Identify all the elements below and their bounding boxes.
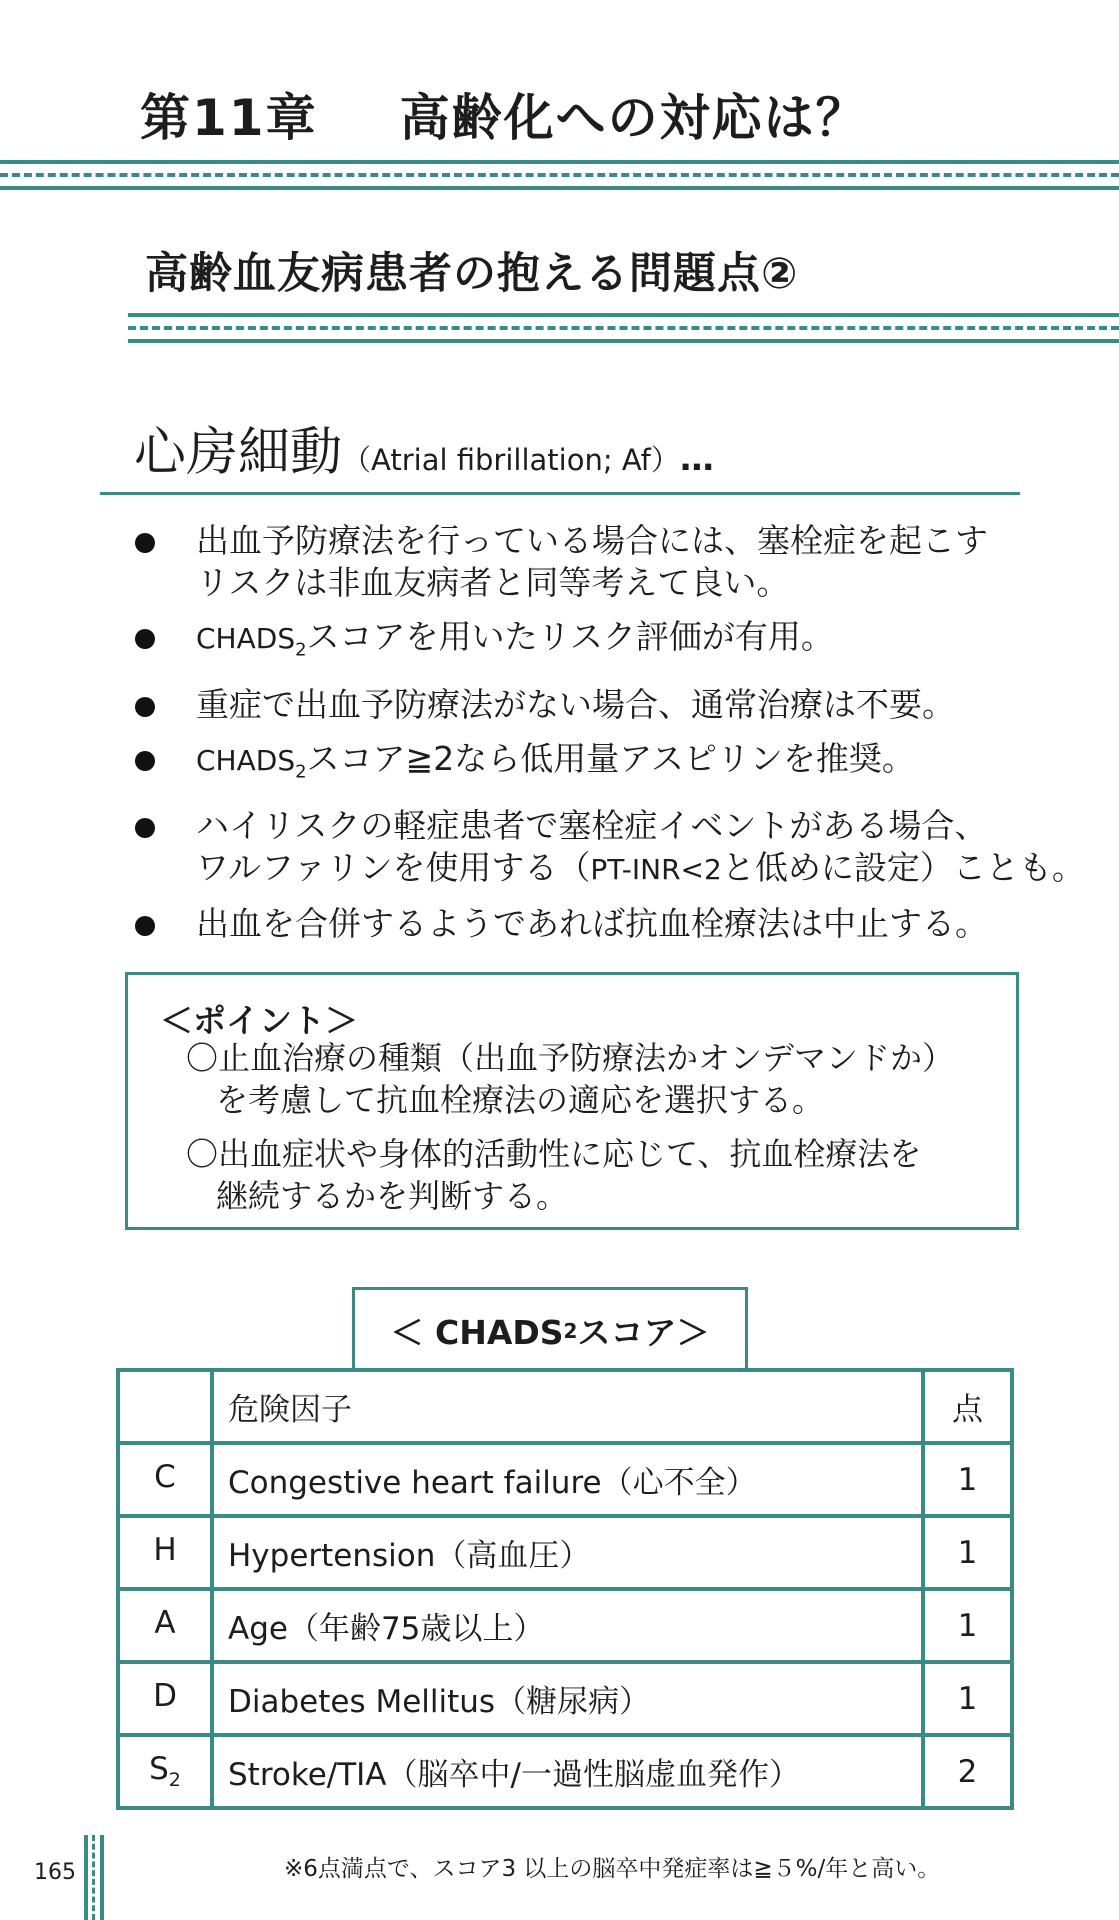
topic-ellipsis: … bbox=[679, 439, 714, 479]
chapter-rule bbox=[0, 160, 1119, 190]
row-letter: A bbox=[118, 1589, 212, 1662]
table-row bbox=[118, 1443, 1012, 1516]
margin-decoration bbox=[84, 1835, 104, 1920]
topic-underline bbox=[100, 492, 1020, 495]
row-score: 1 bbox=[923, 1589, 1012, 1662]
point-item: 〇止血治療の種類（出血予防療法かオンデマンドか） を考慮して抗血栓療法の適応を選択する。 bbox=[186, 1039, 955, 1119]
table-row bbox=[118, 1589, 1012, 1662]
row-factor: Diabetes Mellitus（糖尿病） bbox=[212, 1662, 923, 1735]
table-row bbox=[118, 1662, 1012, 1735]
column-header-score: 点 bbox=[923, 1370, 1012, 1443]
list-item: $CHADS_2$スコア≧2なら低用量アスピリンを推奨。 bbox=[130, 738, 1050, 794]
row-letter: $S_2$ bbox=[118, 1735, 212, 1808]
table-header-row bbox=[118, 1370, 1012, 1443]
row-letter: D bbox=[118, 1662, 212, 1735]
column-header-letter bbox=[118, 1370, 212, 1443]
column-header-factor: 危険因子 bbox=[212, 1370, 923, 1443]
bullet-dot-icon bbox=[135, 533, 155, 553]
bullet-list bbox=[130, 520, 1085, 957]
page-number: 165 bbox=[34, 1860, 76, 1885]
bullet-dot-icon bbox=[135, 751, 155, 771]
bullet-dot-icon bbox=[135, 697, 155, 717]
row-score: 1 bbox=[923, 1443, 1012, 1516]
topic-subtitle: （Atrial fibrillation; Af） bbox=[342, 443, 680, 477]
chapter-title: 高齢化への対応は？ bbox=[399, 89, 868, 147]
section-rule bbox=[128, 313, 1119, 343]
chapter-heading bbox=[140, 78, 868, 150]
row-factor: Hypertension（高血圧） bbox=[212, 1516, 923, 1589]
list-item: 重症で出血予防療法がない場合、通常治療は不要。 bbox=[130, 684, 1050, 726]
list-item: $CHADS_2$スコアを用いたリスク評価が有用。 bbox=[130, 616, 1050, 672]
chapter-label: 第11章 bbox=[140, 89, 318, 147]
row-factor: Stroke/TIA（脳卒中/一過性脳虚血発作） bbox=[212, 1735, 923, 1808]
row-factor: Age（年齢75歳以上） bbox=[212, 1589, 923, 1662]
section-title: 高齢血友病患者の抱える問題点② bbox=[145, 249, 799, 299]
point-heading: ＜ポイント＞ bbox=[160, 1001, 358, 1040]
row-letter: C bbox=[118, 1443, 212, 1516]
row-score: 1 bbox=[923, 1516, 1012, 1589]
list-item: ハイリスクの軽症患者で塞栓症イベントがある場合、 ワルファリンを使用する（PT-INR<2と低めに設定）ことも。 bbox=[130, 805, 1050, 891]
bullet-dot-icon bbox=[135, 916, 155, 936]
list-item: 出血予防療法を行っている場合には、塞栓症を起こす リスクは非血友病者と同等考えて良い。 bbox=[130, 520, 1050, 604]
chads-score-table bbox=[116, 1368, 1014, 1810]
bullet-dot-icon bbox=[135, 629, 155, 649]
row-letter: H bbox=[118, 1516, 212, 1589]
bullet-dot-icon bbox=[135, 818, 155, 838]
topic-heading bbox=[134, 410, 714, 485]
table-row bbox=[118, 1516, 1012, 1589]
table-row bbox=[118, 1735, 1012, 1808]
table-title: ＜ CHADS 2 スコア＞ bbox=[352, 1287, 748, 1371]
topic-title: 心房細動 bbox=[134, 423, 343, 483]
point-box bbox=[125, 972, 1019, 1230]
footnote: ※6点満点で、スコア3 以上の脳卒中発症率は≧５%/年と高い。 bbox=[284, 1856, 941, 1882]
list-item: 出血を合併するようであれば抗血栓療法は中止する。 bbox=[130, 903, 1050, 945]
row-factor: Congestive heart failure（心不全） bbox=[212, 1443, 923, 1516]
point-item: 〇出血症状や身体的活動性に応じて、抗血栓療法を 継続するかを判断する。 bbox=[186, 1135, 922, 1215]
row-score: 1 bbox=[923, 1662, 1012, 1735]
row-score: 2 bbox=[923, 1735, 1012, 1808]
